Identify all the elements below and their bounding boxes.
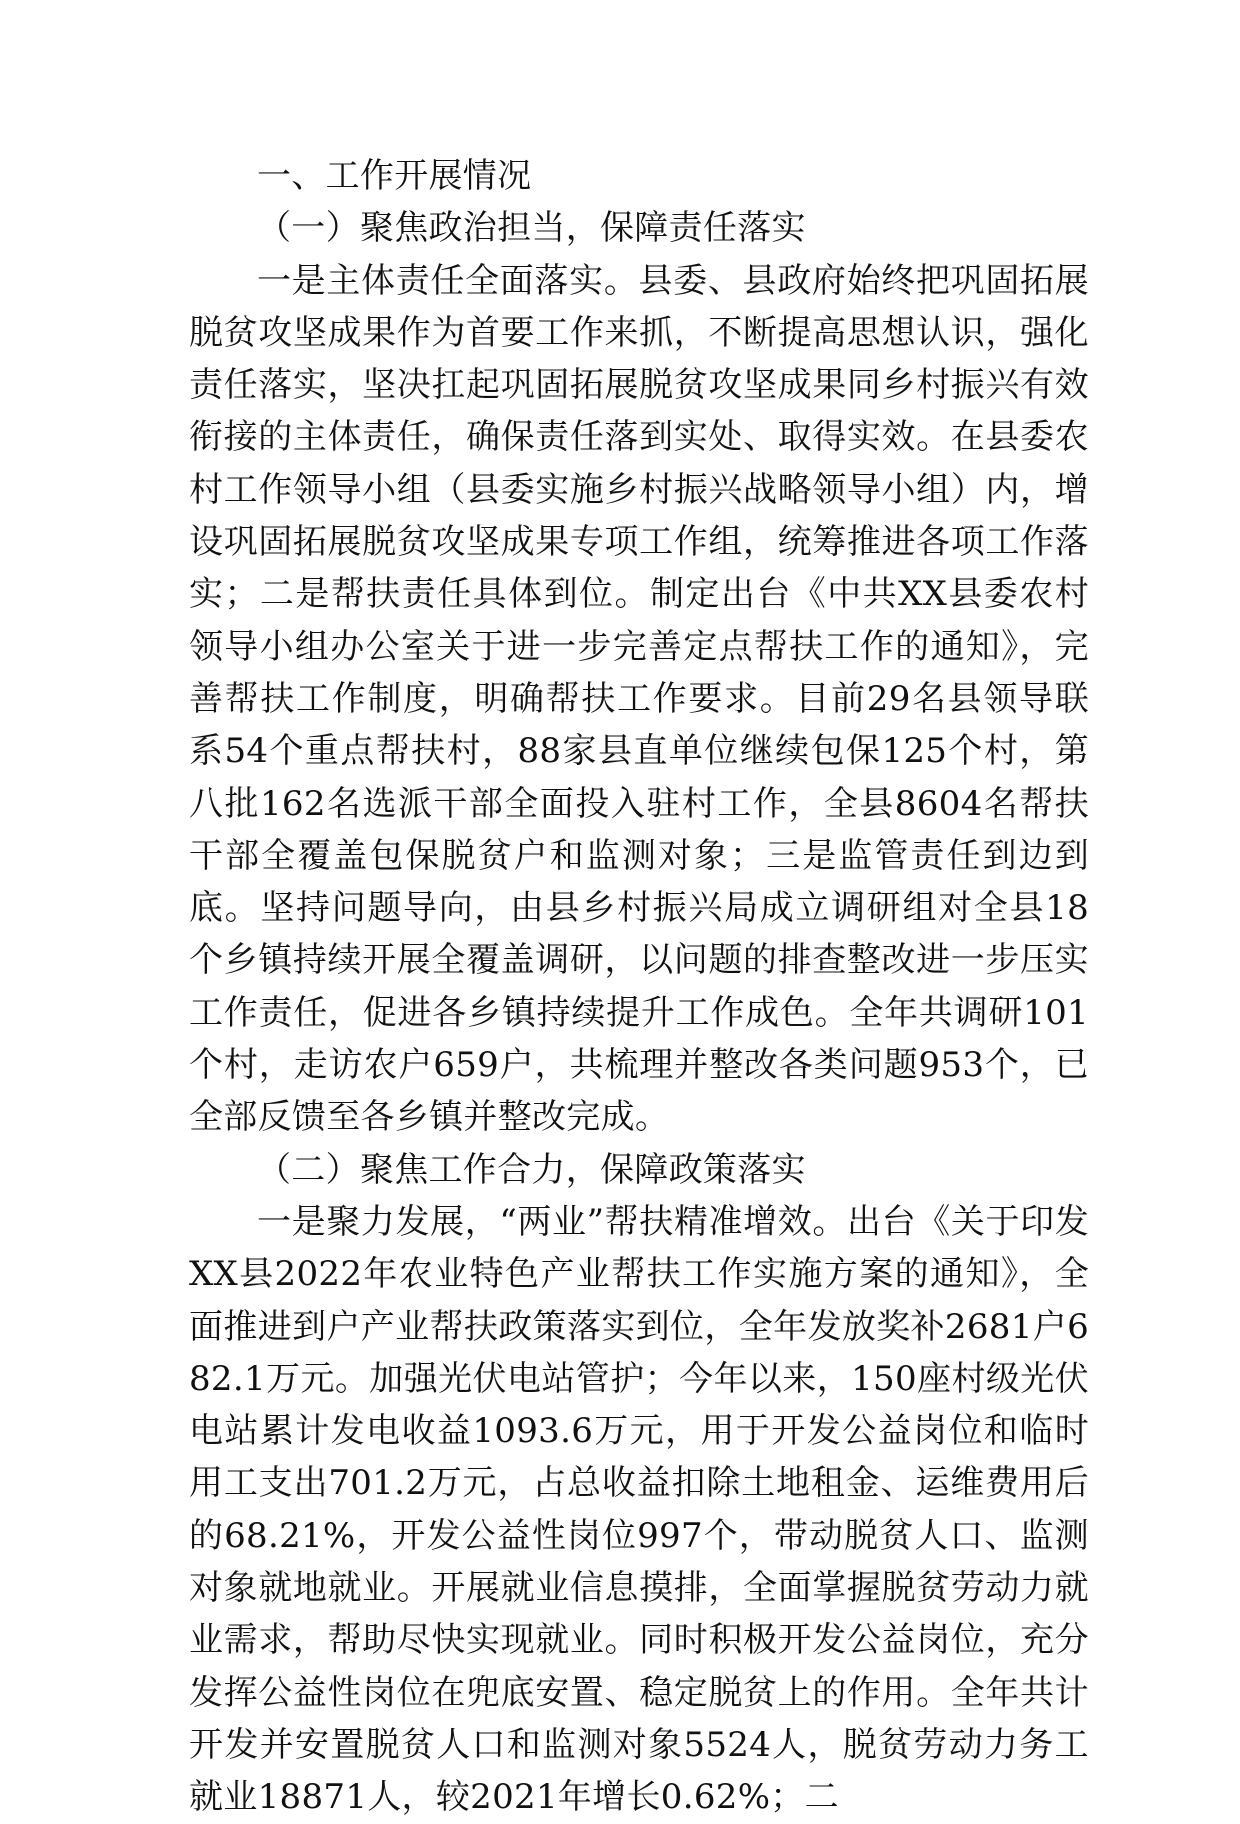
body-paragraph-1: 一是主体责任全面落实。县委、县政府始终把巩固拓展脱贫攻坚成果作为首要工作来抓，不断提高思想认识，强化责任落实，坚决扛起巩固拓展脱贫攻坚成果同乡村振兴有效衔接的主体责任，确保责任落到实处、取得实效。在县委农村工作领导小组（县委实施乡村振兴战略领导小组）内，增设巩固拓展脱贫攻坚成果专项工作组，统筹推进各项工作落实；二是帮扶责任具体到位。制定出台《中共XX县委农村领导小组办公室关于进一步完善定点帮扶工作的通知》，完善帮扶工作制度，明确帮扶工作要求。目前29名县领导联系54个重点帮扶村，88家县直单位继续包保125个村，第八批162名选派干部全面投入驻村工作，全县8604名帮扶干部全覆盖包保脱贫户和监测对象；三是监管责任到边到底。坚持问题导向，由县乡村振兴局成立调研组对全县18个乡镇持续开展全覆盖调研，以问题的排查整改进一步压实工作责任，促进各乡镇持续提升工作成色。全年共调研101个村，走访农户659户，共梳理并整改各类问题953个，已全部反馈至各乡镇并整改完成。: [189, 260, 1089, 1138]
section-heading: 一、工作开展情况: [257, 156, 532, 196]
body-paragraph-2: 一是聚力发展，“两业”帮扶精准增效。出台《关于印发XX县2022年农业特色产业帮扶工作实施方案的通知》，全面推进到户产业帮扶政策落实到位，全年发放奖补2681户682.1万元。加强光伏电站管护；今年以来，150座村级光伏电站累计发电收益1093.6万元，用于开发公益岗位和临时用工支出701.2万元，占总收益扣除土地租金、运维费用后的68.21%，开发公益性岗位997个，带动脱贫人口、监测对象就地就业。开展就业信息摸排，全面掌握脱贫劳动力就业需求，帮助尽快实现就业。同时积极开发公益岗位，充分发挥公益性岗位在兜底安置、稳定脱贫上的作用。全年共计开发并安置脱贫人口和监测对象5524人，脱贫劳动力务工就业18871人，较2021年增长0.62%；二: [189, 1201, 1089, 1818]
subsection-heading-2: （二）聚焦工作合力，保障政策落实: [257, 1149, 806, 1190]
document-page: [189, 150, 1089, 1824]
subsection-heading-1: （一）聚焦政治担当，保障责任落实: [257, 208, 806, 249]
